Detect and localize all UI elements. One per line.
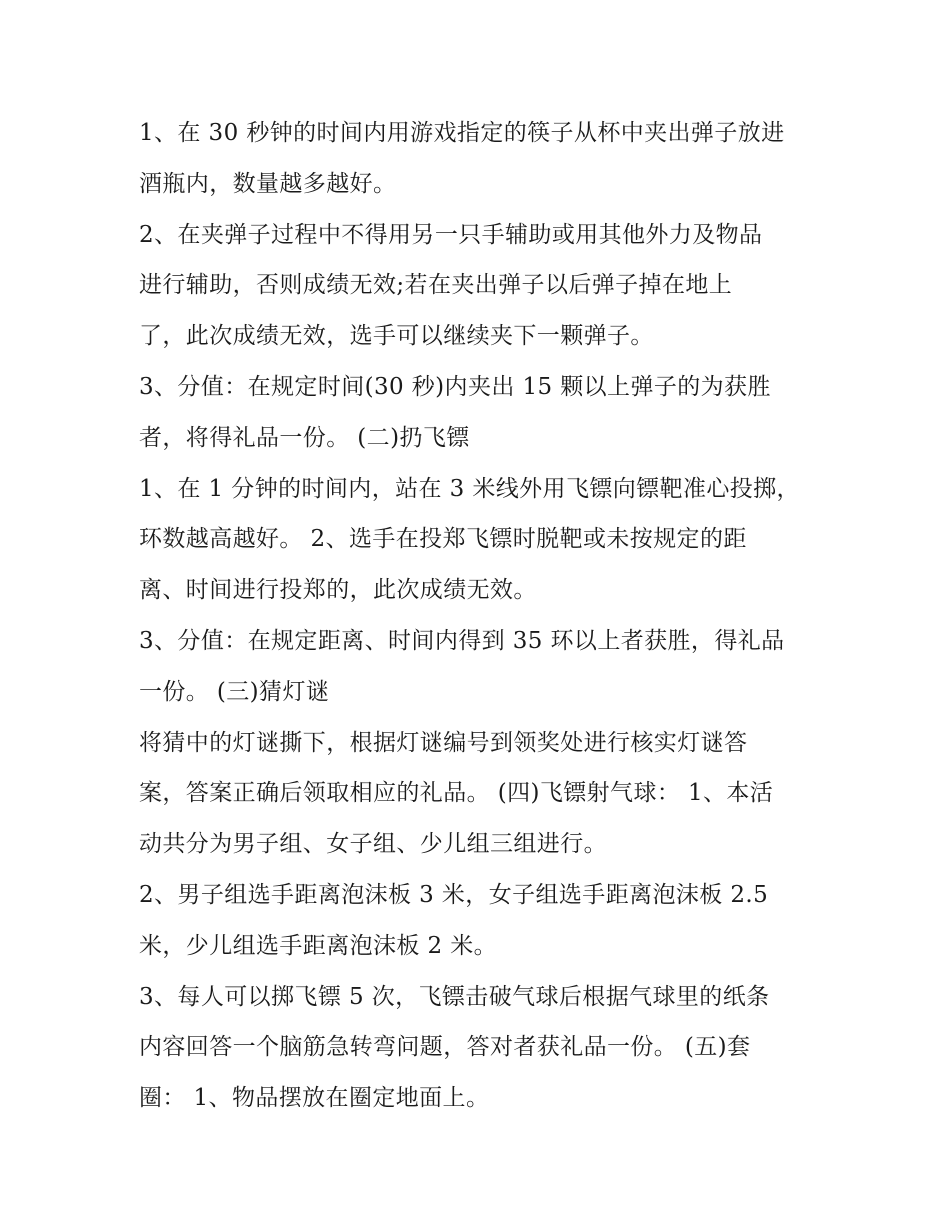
document-body (139, 108, 819, 1124)
text-line: 3、分值：在规定距离、时间内得到 35 环以上者获胜，得礼品 (139, 627, 785, 654)
text-line: 酒瓶内，数量越多越好。 (139, 170, 397, 197)
text-line: 1、在 1 分钟的时间内，站在 3 米线外用飞镖向镖靶准心投掷， (139, 475, 800, 502)
text-line: 动共分为男子组、女子组、少儿组三组进行。 (139, 831, 607, 858)
text-line: 者，将得礼品一份。 (二)扔飞镖 (139, 424, 470, 451)
text-line: 米，少儿组选手距离泡沫板 2 米。 (139, 932, 498, 959)
text-line: 圈： 1、物品摆放在圈定地面上。 (139, 1085, 490, 1112)
text-line: 一份。 (三)猜灯谜 (139, 678, 330, 705)
text-line: 2、男子组选手距离泡沫板 3 米，女子组选手距离泡沫板 2.5 (139, 881, 769, 908)
text-line: 3、分值：在规定时间(30 秒)内夹出 15 颗以上弹子的为获胜 (139, 373, 771, 400)
text-line: 1、在 30 秒钟的时间内用游戏指定的筷子从杯中夹出弹子放进 (139, 120, 785, 146)
text-line: 离、时间进行投郑的，此次成绩无效。 (139, 577, 537, 604)
text-line: 案，答案正确后领取相应的礼品。 (四)飞镖射气球： 1、本活 (139, 780, 774, 807)
text-line: 3、每人可以掷飞镖 5 次，飞镖击破气球后根据气球里的纸条 (139, 983, 770, 1010)
text-line: 2、在夹弹子过程中不得用另一只手辅助或用其他外力及物品 (139, 221, 763, 248)
text-line: 内容回答一个脑筋急转弯问题，答对者获礼品一份。 (五)套 (139, 1034, 751, 1061)
text-line: 了，此次成绩无效，选手可以继续夹下一颗弹子。 (139, 323, 654, 350)
text-line: 将猜中的灯谜撕下，根据灯谜编号到领奖处进行核实灯谜答 (139, 729, 748, 756)
text-line: 进行辅助，否则成绩无效;若在夹出弹子以后弹子掉在地上 (139, 272, 733, 299)
text-line: 环数越高越好。 2、选手在投郑飞镖时脱靶或未按规定的距 (139, 526, 747, 553)
